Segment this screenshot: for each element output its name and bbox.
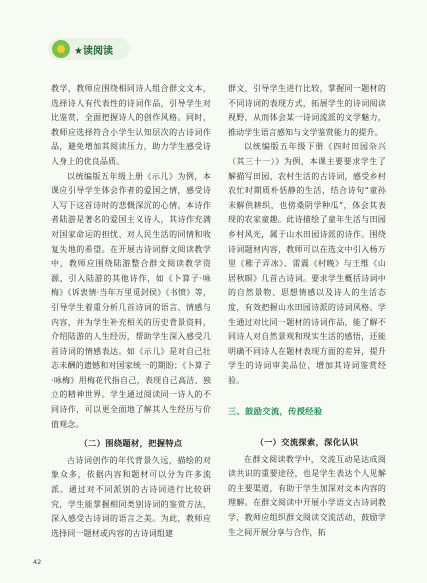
right-paragraph-2: 以统编版五年级下册《四时田园杂兴（其三十一）》为例，本课主要要求学生了解描写田园、农村生活的古诗词，感受乡村农忙时期质朴恬静的生活，结合诗句“童孙未解供耕织，也傍桑阴学种瓜”，体会其表现的农家童趣。此诗描绘了童年生活与田园乡村风光，属于山水田园诗派的诗作。围绕诗词题材内容，教师可以在选文中引入杨万里《稚子弄冰》、雷震《村晚》与王维《山居秋暝》几首古诗词。要求学生概括诗词中的自然景物、思想情感以及诗人的生活态度，有效把握山水田园诗派的诗词风格。学生通过对比同一题材的诗词作品，能了解不同诗人对自然景观和现实生活的感悟，还能明确不同诗人在题材表现方面的差异，提升学生的诗词审美品位，增加其诗词鉴赏经验。 [228,142,386,385]
column-badge [48,38,130,60]
left-paragraph-3: 古诗词创作的年代背景久远，描绘的对象众多，依据内容和题材可以分为许多流派。通过对不同派别的古诗词进行比较研究，学生能掌握相同类别诗词的鉴赏方法，深入感受古诗词的语言之美。为此，教师应选择同一题材或内容的古诗词组建 [51,455,211,538]
badge-label: ★读阅读 [74,45,113,57]
left-paragraph-2: 以统编版五年级上册《示儿》为例，本课应引导学生体会作者的爱国之情，感受诗人写下这首诗时的悲慨深沉的心情。本诗作者陆游是著名的爱国主义诗人，其诗作充满对国家命运的担忧、对人民生活的同情和收复失地的希望。在开展古诗词群文阅读教学中，教师应围绕陆游整合群文阅读教学资源，引入陆游的其他诗作，如《卜算子·咏梅》《诉衷情·当年万里觅封侯》《书愤》等，引导学生着重分析几首诗词的语言、情感与内容，并为学生补充相关的历史背景资料，介绍陆游的人生经历，帮助学生深入感受几首诗词的情感表达。如《示儿》是对自己壮志未酬的遗憾和对国家统一的期盼；《卜算子·咏梅》用梅花代指自己，表现自己高洁、独立的精神世界。学生通过阅读同一诗人的不同诗作，可以更全面地了解其人生经历与价值观念。 [51,171,211,429]
right-column [228,82,386,540]
section-heading-explore: （一）交流探索，深化认识 [255,437,359,448]
right-paragraph-1: 群文，引导学生进行比较，掌握同一题材的不同诗词的表现方式，拓展学生的诗词阅读视野，从而体会某一诗词流派的文学魅力，推动学生语言感知与文学鉴赏能力的提升。 [228,84,386,137]
badge-logo-icon [52,40,70,58]
page-number: 42 [33,558,42,566]
left-paragraph-1: 教学，教师应围绕相同诗人组合群文文本，选择诗人有代表性的诗词作品，引导学生对比鉴赏，全面把握诗人的创作风格。同时，教师应选择符合小学生认知层次的古诗词作品，避免增加其阅读压力，助力学生感受诗人身上的优良品质。 [51,84,211,166]
right-paragraph-3: 在群文阅读教学中，交流互动是达成阅读共识的重要途径，也是学生表达个人见解的主要渠道，有助于学生加深对文本内容的理解。在群文阅读中开展小学语文古诗词教学，教师应组织群文阅读交流活动，鼓励学生之间开展分享与合作，拓 [228,454,386,537]
chapter-heading-exchange: 三、鼓励交流，传授经验 [228,406,323,417]
section-heading-theme: （二）围绕题材，把握特点 [79,438,183,449]
left-column [51,82,211,541]
